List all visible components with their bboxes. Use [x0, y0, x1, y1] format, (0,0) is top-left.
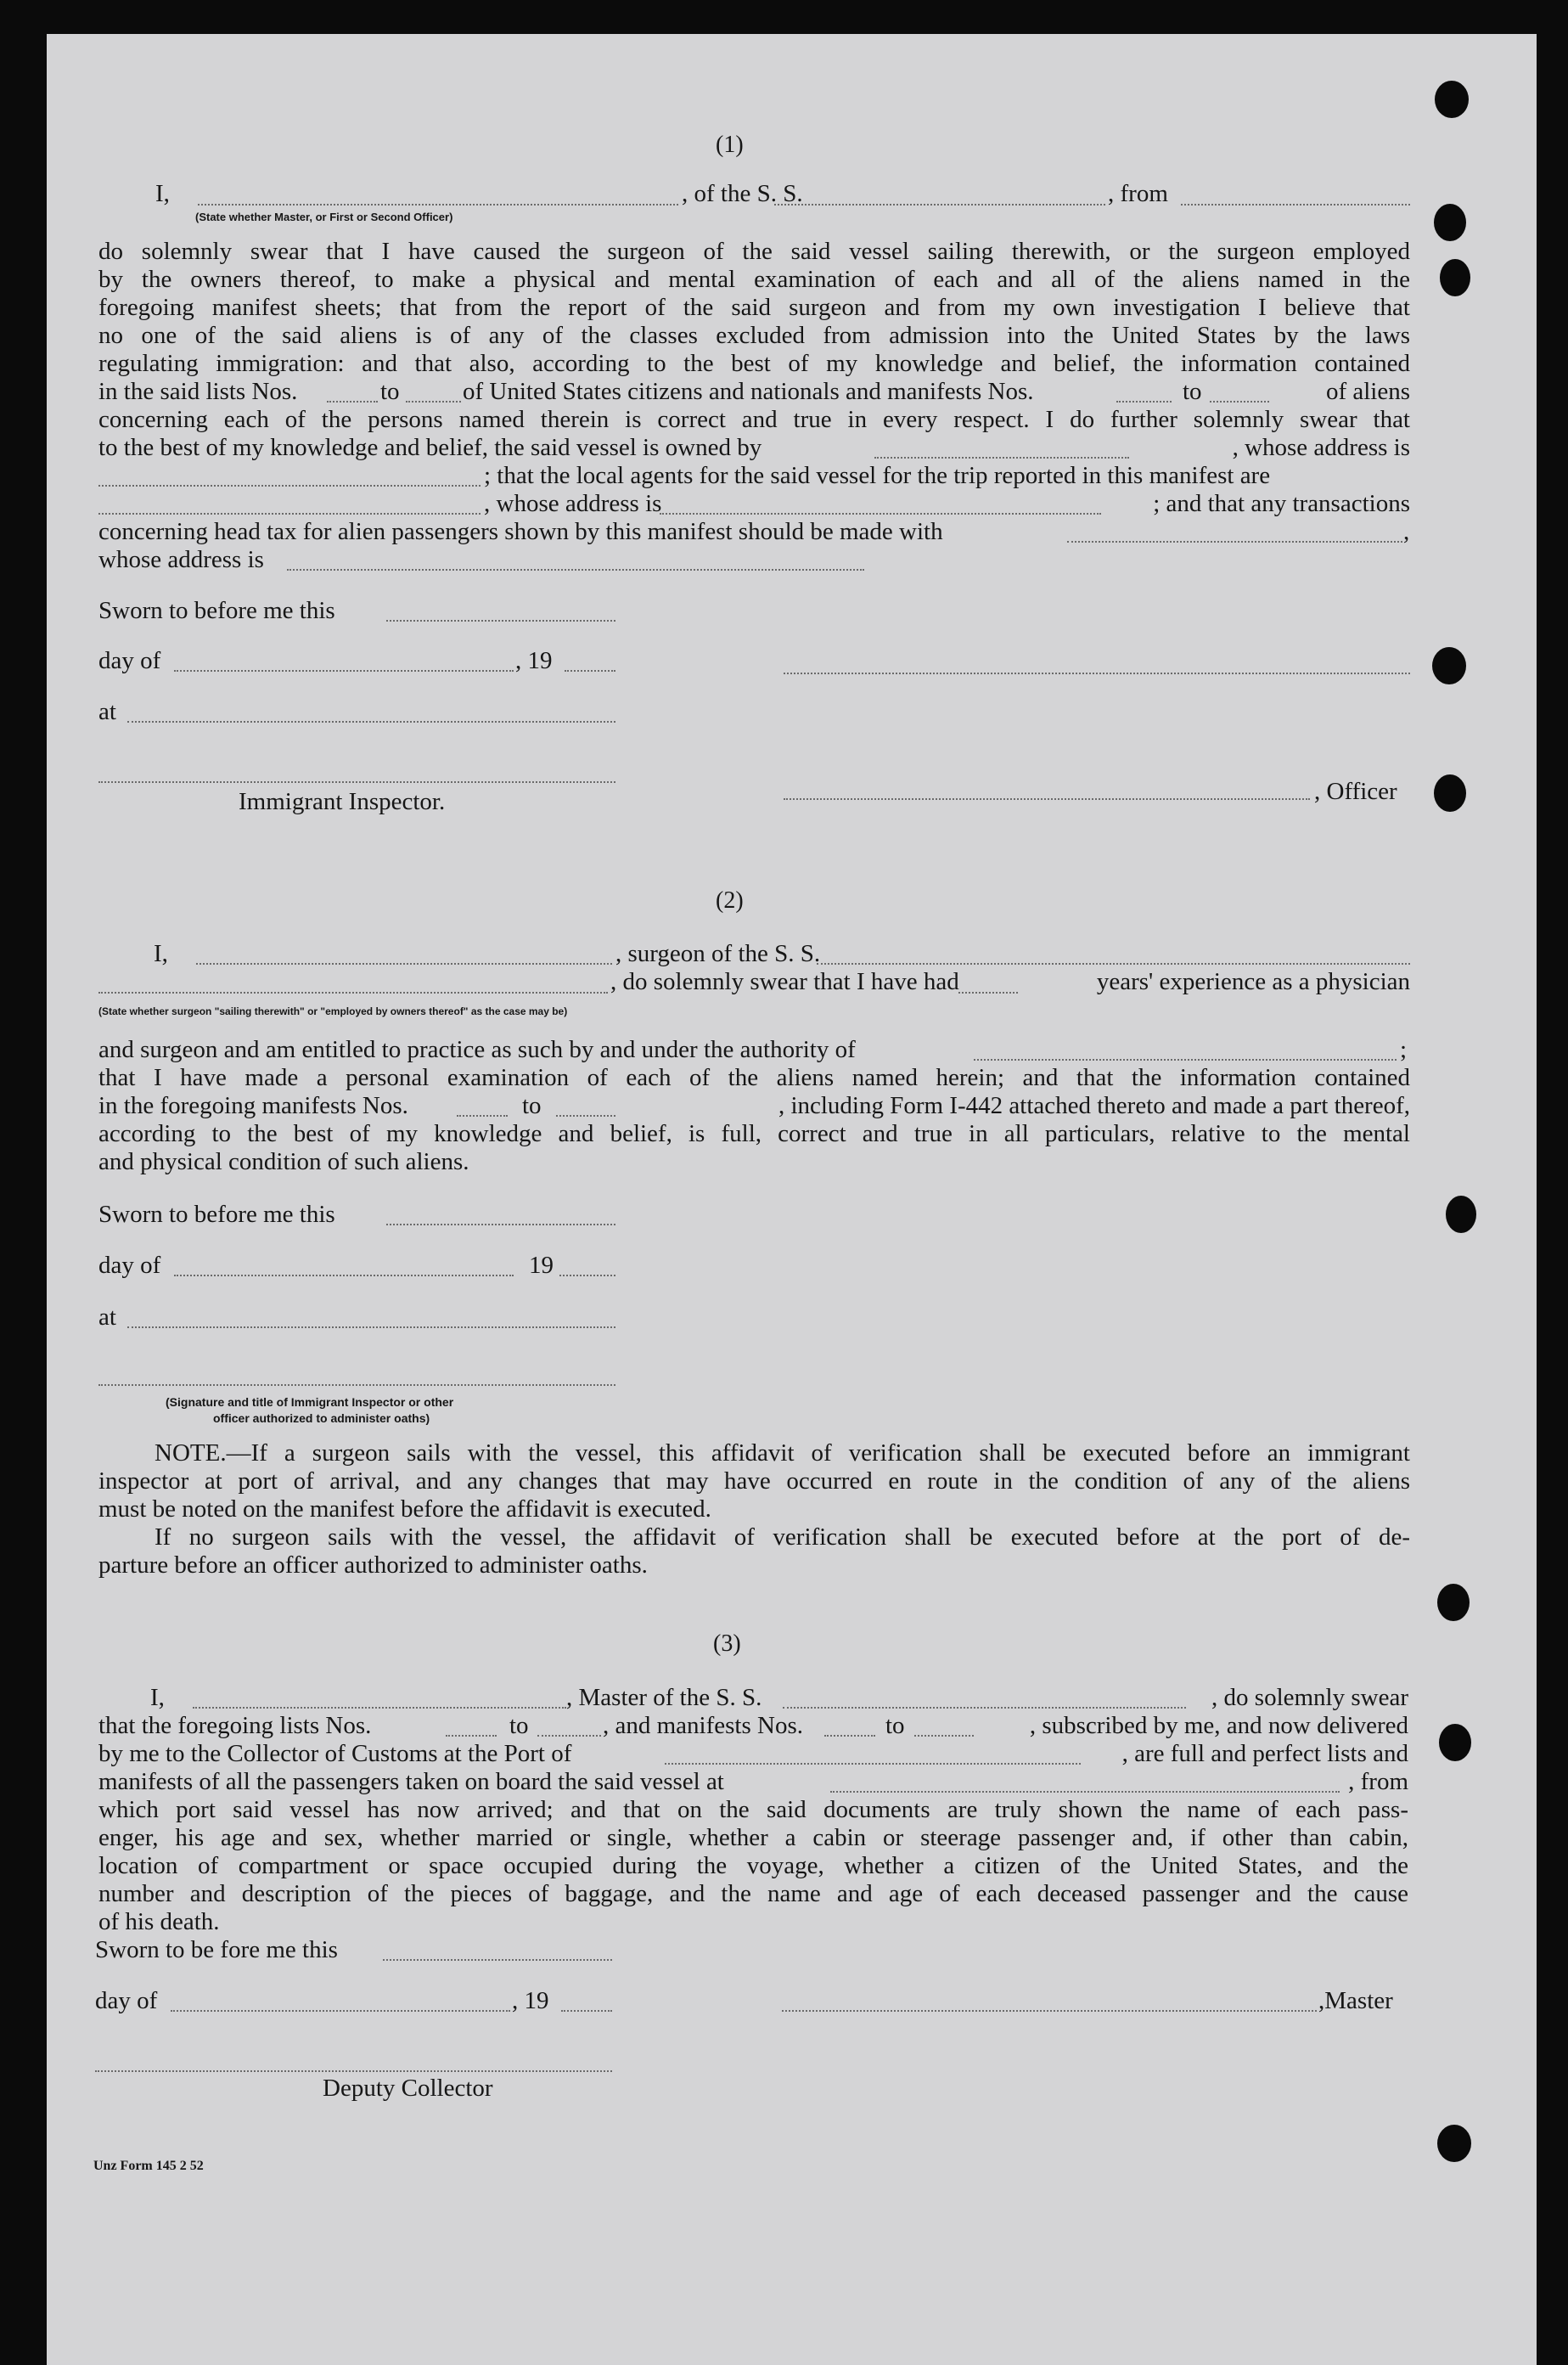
- s1-inspector-line[interactable]: [98, 781, 615, 783]
- s1-agents-address-field[interactable]: [660, 513, 1101, 515]
- s1-sworn-day-field[interactable]: [386, 620, 615, 622]
- s2-years-field[interactable]: [958, 992, 1018, 994]
- section-2-number: (2): [716, 887, 744, 914]
- s2-signature-line[interactable]: [98, 1384, 615, 1386]
- s1-ship-name-field[interactable]: [774, 204, 1105, 206]
- s1-line7: concerning each of the persons named therein is correct and true in every respect. I do further solemnly swear that: [98, 406, 1410, 433]
- s1-officer-note: (State whether Master, or First or Second Officer): [195, 211, 453, 223]
- binder-hole: [1432, 647, 1466, 684]
- binder-hole: [1434, 774, 1466, 812]
- s2-month-field[interactable]: [174, 1275, 514, 1276]
- binder-hole: [1437, 2125, 1471, 2162]
- s3-deputy-label: Deputy Collector: [323, 2075, 493, 2102]
- s1-signature-line[interactable]: [784, 673, 1410, 674]
- s3-ship-name-field[interactable]: [783, 1707, 1186, 1709]
- s2-surgeon-status-field[interactable]: [98, 992, 608, 994]
- s1-officer-label: , Officer: [1314, 778, 1397, 805]
- s2-manifests-to-field[interactable]: [556, 1115, 615, 1117]
- s1-paragraph: do solemnly swear that I have caused the surgeon of the said vessel sailing therewith, or the surgeon employed by the owners thereof, to make a physical and mental examination of each and all of the aliens named in the foregoing manifest sheets; that from the report of the said surgeon and from my own investigation I believe that no one of the said aliens is of any of the classes excluded from admission into the United States by the laws regulating immigration: and that also, according to the best of my knowledge and belief, the information contained: [98, 238, 1410, 377]
- s3-lists-to-field[interactable]: [537, 1735, 601, 1737]
- s1-lists-label: in the said lists Nos.: [98, 378, 298, 405]
- s3-paragraph: which port said vessel has now arrived; and that on the said documents are truly shown the name of each pass- enger, his age and sex, whether married or single, whether a cabin or steerage passenger and, if other than cabin, location of compartment or space occupied during the voyage, whether a citizen of the United States, and the number and description of the pieces of baggage, and the name and age of each deceased passenger and the cause: [98, 1796, 1408, 1907]
- s3-manifests-to-field[interactable]: [914, 1735, 974, 1737]
- s1-manifests-to-field[interactable]: [1210, 401, 1269, 403]
- s1-officer-name-field[interactable]: [198, 204, 678, 206]
- s3-manifests-from-field[interactable]: [824, 1735, 875, 1737]
- s1-owner-address-field[interactable]: [98, 485, 481, 487]
- s3-master-name-field[interactable]: [193, 1707, 566, 1709]
- form-sheet: (1) I, , of the S. S. , from (State whether Master, or First or Second Officer) do solemnly swear that I have caused the surgeon of the said vessel sailing therewith, or the surgeon employed by the owners thereof, to make a physical and mental examination of each and all of the aliens named in the foregoing manifest sheets; that from the report of the said surgeon and from my own investigation I believe that no one of the said aliens is of any of the classes excluded from admission into the United States by the laws regulating immigration: and that also, according to the best of my knowledge and belief, the information contained in the said lists Nos. to of United States citizens and nationals and manifests Nos. to of aliens concerning each of the persons named therein is correct and true in every respect. I do further solemnly swear that to the best of my knowledge and belief, the said vessel is owned by , whose address is ; that the local agents for the said vessel for the trip reported in this manifest are , whose address is ; and that any transactions concerning head tax for alien passengers shown by this manifest should be made with , whose address is Sworn to before me this day of , 19 at Immigrant Inspector. , Officer (2) I, , surgeon of the S. S. , do solemnly swear that I have had years' experience as a physician (State whether surgeon "sailing therewith" or "employed by owners thereof" as the case may be) and surgeon and am entitled to practice as such by and under the authority of ; that I have made a personal examination of each of the aliens named herein; and that the information contained in the foregoing manifests Nos. to , including Form I-442 attached thereto and made a part thereof, according to the best of my knowledge and belief, is full, correct and true in all particulars, relative to the mental and physical condition of such aliens. Sworn to before me this day of 19 at (Signature and title of Immigrant Inspector or other officer authorized to administer oaths) NOTE.—If a surgeon sails with the vessel, this affidavit of verification shall be executed before an immigrant inspector at port of arrival, and any changes that may have occurred en route in the condition of any of the aliens must be noted on the manifest before the affidavit is executed. If no surgeon sails with the vessel, the affidavit of verification shall be executed before at the port of de- parture before an officer authorized to administer oaths. (3) I, , Master of the S. S. , do solemnly swear that the foregoing lists Nos. to , and manifests Nos. to , subscribed by me, and now delivered by me to the Collector of Customs at the Port of , are full and perfect lists and manifests of all the passengers taken on board the said vessel at , from which port said vessel has now arrived; and that on the said documents are truly shown the name of each pass- enger, his age and sex, whether married or single, whether a cabin or steerage passenger and, if other than cabin, location of compartment or space occupied during the voyage, whether a citizen of the United States, and the number and description of the pieces of baggage, and the name and age of each deceased passenger and the cause of his death. Sworn to be fore me this day of , 19 ,Master Deputy Collector Unz Form 145 2 52: [47, 34, 1537, 2365]
- s3-master-signature-line[interactable]: [782, 2010, 1317, 2012]
- s3-lists-from-field[interactable]: [446, 1735, 497, 1737]
- s1-head-tax-address-field[interactable]: [287, 569, 864, 571]
- s2-authority-field[interactable]: [974, 1059, 1397, 1061]
- s1-month-field[interactable]: [174, 670, 514, 672]
- s3-port-field[interactable]: [665, 1763, 1081, 1765]
- s1-manifests-from-field[interactable]: [1116, 401, 1172, 403]
- s1-lists-to-field[interactable]: [406, 401, 461, 403]
- binder-hole: [1439, 1724, 1471, 1761]
- s2-surgeon-name-field[interactable]: [196, 963, 612, 965]
- s2-ship-name-field[interactable]: [817, 963, 1410, 965]
- section-3-number: (3): [713, 1630, 741, 1657]
- note-paragraph: NOTE.—If a surgeon sails with the vessel, this affidavit of verification shall be executed before an immigrant inspector at port of arrival, and any changes that may have occurred en route in the condition of any of the aliens: [98, 1439, 1410, 1495]
- s2-sworn-day-field[interactable]: [386, 1224, 615, 1225]
- s2-year-field[interactable]: [559, 1275, 615, 1276]
- s1-at-label: at: [98, 698, 116, 725]
- s1-lists-from-field[interactable]: [327, 401, 378, 403]
- s1-inspector-label: Immigrant Inspector.: [239, 788, 446, 815]
- s1-sworn-label: Sworn to before me this: [98, 597, 335, 624]
- s1-officer-line[interactable]: [784, 798, 1310, 800]
- form-id: Unz Form 145 2 52: [93, 2159, 204, 2173]
- s1-year-field[interactable]: [565, 670, 615, 672]
- s3-year-field[interactable]: [561, 2010, 612, 2012]
- s1-from-field[interactable]: [1181, 204, 1410, 206]
- s1-of-ss-label: , of the S. S.: [682, 180, 803, 207]
- s3-deputy-line[interactable]: [95, 2070, 612, 2072]
- s2-place-field[interactable]: [127, 1326, 615, 1328]
- s2-manifests-from-field[interactable]: [457, 1115, 508, 1117]
- s1-place-field[interactable]: [127, 721, 615, 723]
- s1-owner-field[interactable]: [874, 457, 1129, 459]
- s3-sworn-day-field[interactable]: [383, 1959, 612, 1961]
- section-1-number: (1): [716, 132, 744, 158]
- s1-agents-field[interactable]: [98, 513, 481, 515]
- binder-hole: [1446, 1196, 1476, 1233]
- s3-month-field[interactable]: [171, 2010, 510, 2012]
- binder-hole: [1440, 259, 1470, 296]
- s1-head-tax-field[interactable]: [1067, 541, 1402, 543]
- s1-i-label: I,: [155, 180, 170, 207]
- binder-hole: [1435, 81, 1469, 118]
- s2-surgeon-note: (State whether surgeon "sailing therewith" or "employed by owners thereof" as the case may be): [98, 1005, 568, 1017]
- binder-hole: [1437, 1584, 1470, 1621]
- s1-from-label: , from: [1108, 180, 1168, 207]
- binder-hole: [1434, 204, 1466, 241]
- s3-boarding-port-field[interactable]: [830, 1791, 1340, 1793]
- s1-day-of-label: day of: [98, 647, 161, 674]
